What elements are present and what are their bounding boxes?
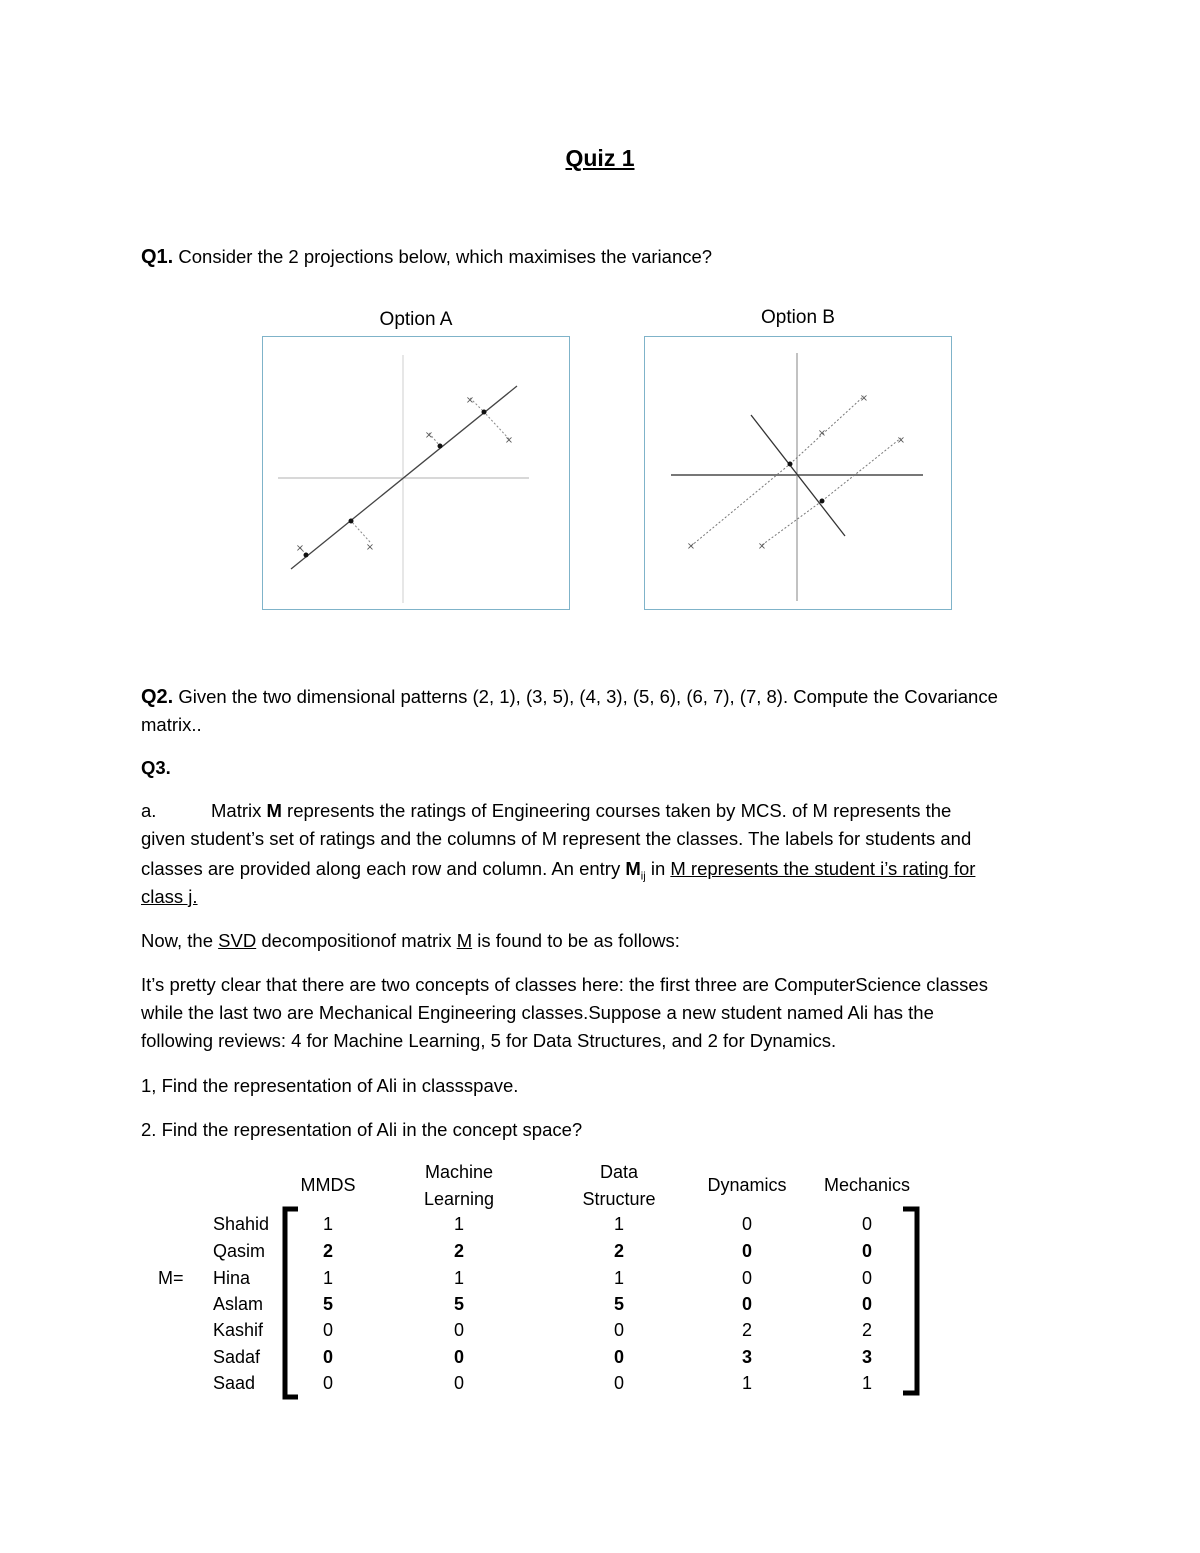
q3-p1-line-2: given student’s set of ratings and the columns of M represent the classes. The labels for students and bbox=[141, 828, 972, 849]
matrix-cell: 1 bbox=[322, 1268, 333, 1288]
matrix-cell: 0 bbox=[861, 1294, 872, 1314]
matrix-label: M= bbox=[158, 1268, 184, 1288]
column-header: Mechanics bbox=[823, 1175, 911, 1195]
matrix-cell: 1 bbox=[741, 1373, 752, 1393]
q3-p1-l3-sub: ij bbox=[640, 870, 646, 883]
column-header: MMDS bbox=[300, 1175, 356, 1195]
q3-question-1: 1, Find the representation of Ali in classspave. bbox=[141, 1075, 519, 1096]
matrix-cell: 2 bbox=[453, 1241, 464, 1261]
svg-text:×: × bbox=[295, 543, 305, 554]
q3-p3-line-1: It’s pretty clear that there are two concepts of classes here: the first three are ComputerScience classes bbox=[141, 974, 988, 995]
q2-label: Q2. bbox=[141, 686, 174, 708]
matrix-cell: 0 bbox=[613, 1320, 624, 1340]
matrix-cell: 1 bbox=[613, 1214, 624, 1234]
matrix-cell: 0 bbox=[741, 1268, 752, 1288]
matrix-cell: 2 bbox=[613, 1241, 624, 1261]
q3-p3-line-3: following reviews: 4 for Machine Learning, 5 for Data Structures, and 2 for Dynamics. bbox=[141, 1030, 837, 1051]
svg-text:×: × bbox=[424, 430, 434, 441]
matrix-cell: 0 bbox=[453, 1320, 464, 1340]
column-header: Machine Learning bbox=[423, 1162, 495, 1209]
q3-p1-l3-d: M represents the student i’s rating for bbox=[670, 858, 976, 879]
q3-p1-l1-c: represents the ratings of Engineering courses taken by MCS. of M represents the bbox=[281, 800, 952, 821]
q3-p2-a: Now, the bbox=[141, 930, 219, 951]
left-bracket bbox=[285, 1209, 298, 1397]
q3-p2-d: M bbox=[456, 930, 473, 951]
option-b-title: Option B bbox=[761, 307, 835, 328]
q3-question-2: 2. Find the representation of Ali in the concept space? bbox=[141, 1119, 583, 1140]
row-label: Saad bbox=[213, 1373, 256, 1393]
row-label: Sadaf bbox=[213, 1347, 261, 1367]
matrix-cell: 0 bbox=[741, 1241, 752, 1261]
q2-text: Given the two dimensional patterns (2, 1), (3, 5), (4, 3), (5, 6), (6, 7), (7, 8). Compute the Covariance bbox=[173, 686, 998, 707]
matrix-cell: 5 bbox=[613, 1294, 624, 1314]
q3-p2-b: SVD bbox=[218, 930, 257, 951]
matrix-cell: 0 bbox=[861, 1241, 872, 1261]
matrix-cell: 2 bbox=[741, 1320, 752, 1340]
matrix-cell: 1 bbox=[453, 1214, 464, 1234]
matrix-cell: 1 bbox=[453, 1268, 464, 1288]
svg-text:×: × bbox=[686, 541, 696, 552]
q2-line-2: matrix.. bbox=[141, 714, 202, 735]
column-header: Dynamics bbox=[707, 1175, 787, 1195]
row-label: Hina bbox=[213, 1268, 251, 1288]
matrix-cell: 0 bbox=[861, 1214, 872, 1234]
row-label: Qasim bbox=[213, 1241, 266, 1261]
q3-p1-l1-b: M bbox=[266, 800, 282, 821]
q3-p3-line-2: while the last two are Mechanical Engineering classes.Suppose a new student named Ali has the bbox=[141, 1002, 934, 1023]
column-header: Data Structure bbox=[582, 1162, 656, 1209]
matrix-cell: 1 bbox=[613, 1268, 624, 1288]
svg-text:×: × bbox=[757, 541, 767, 552]
q3-label: Q3. bbox=[141, 757, 171, 778]
matrix-cell: 3 bbox=[741, 1347, 752, 1367]
svg-text:×: × bbox=[504, 435, 514, 446]
svg-text:×: × bbox=[859, 393, 869, 404]
matrix-cell: 0 bbox=[322, 1347, 333, 1367]
q3-p1-l3-a: classes are provided along each row and column. An entry bbox=[141, 858, 626, 879]
page-title: Quiz 1 bbox=[565, 145, 635, 171]
matrix-cell: 1 bbox=[861, 1373, 872, 1393]
row-label: Shahid bbox=[213, 1214, 270, 1234]
q3-a-marker: a. bbox=[141, 800, 157, 821]
matrix-cell: 0 bbox=[613, 1373, 624, 1393]
row-label: Aslam bbox=[213, 1294, 264, 1314]
matrix-cell: 3 bbox=[861, 1347, 872, 1367]
q3-p2-c: decompositionof matrix bbox=[256, 930, 457, 951]
svg-text:×: × bbox=[896, 435, 906, 446]
svg-text:×: × bbox=[365, 542, 375, 553]
matrix-cell: 0 bbox=[453, 1347, 464, 1367]
matrix-cell: 0 bbox=[741, 1214, 752, 1234]
row-label: Kashif bbox=[213, 1320, 264, 1340]
q3-p2-e: is found to be as follows: bbox=[472, 930, 680, 951]
matrix-cell: 2 bbox=[861, 1320, 872, 1340]
matrix-cell: 5 bbox=[453, 1294, 464, 1314]
right-bracket bbox=[903, 1209, 917, 1393]
matrix-cell: 0 bbox=[861, 1268, 872, 1288]
option-a-title: Option A bbox=[379, 309, 453, 330]
q3-p1-l3-b: M bbox=[625, 858, 641, 879]
svg-text:×: × bbox=[817, 428, 827, 439]
q3-p1-line-4: class j. bbox=[141, 886, 198, 907]
matrix-cell: 2 bbox=[322, 1241, 333, 1261]
matrix-cell: 0 bbox=[322, 1320, 333, 1340]
matrix-cell: 5 bbox=[322, 1294, 333, 1314]
q3-p1-l3-c: in bbox=[645, 858, 671, 879]
q1-text: Consider the 2 projections below, which maximises the variance? bbox=[173, 246, 713, 267]
matrix-cell: 0 bbox=[741, 1294, 752, 1314]
q3-p1-l1-a: Matrix bbox=[211, 800, 267, 821]
matrix-cell: 0 bbox=[322, 1373, 333, 1393]
matrix-cell: 0 bbox=[613, 1347, 624, 1367]
svg-text:×: × bbox=[465, 395, 475, 406]
matrix-cell: 0 bbox=[453, 1373, 464, 1393]
q1-label: Q1. bbox=[141, 246, 174, 268]
matrix-cell: 1 bbox=[322, 1214, 333, 1234]
